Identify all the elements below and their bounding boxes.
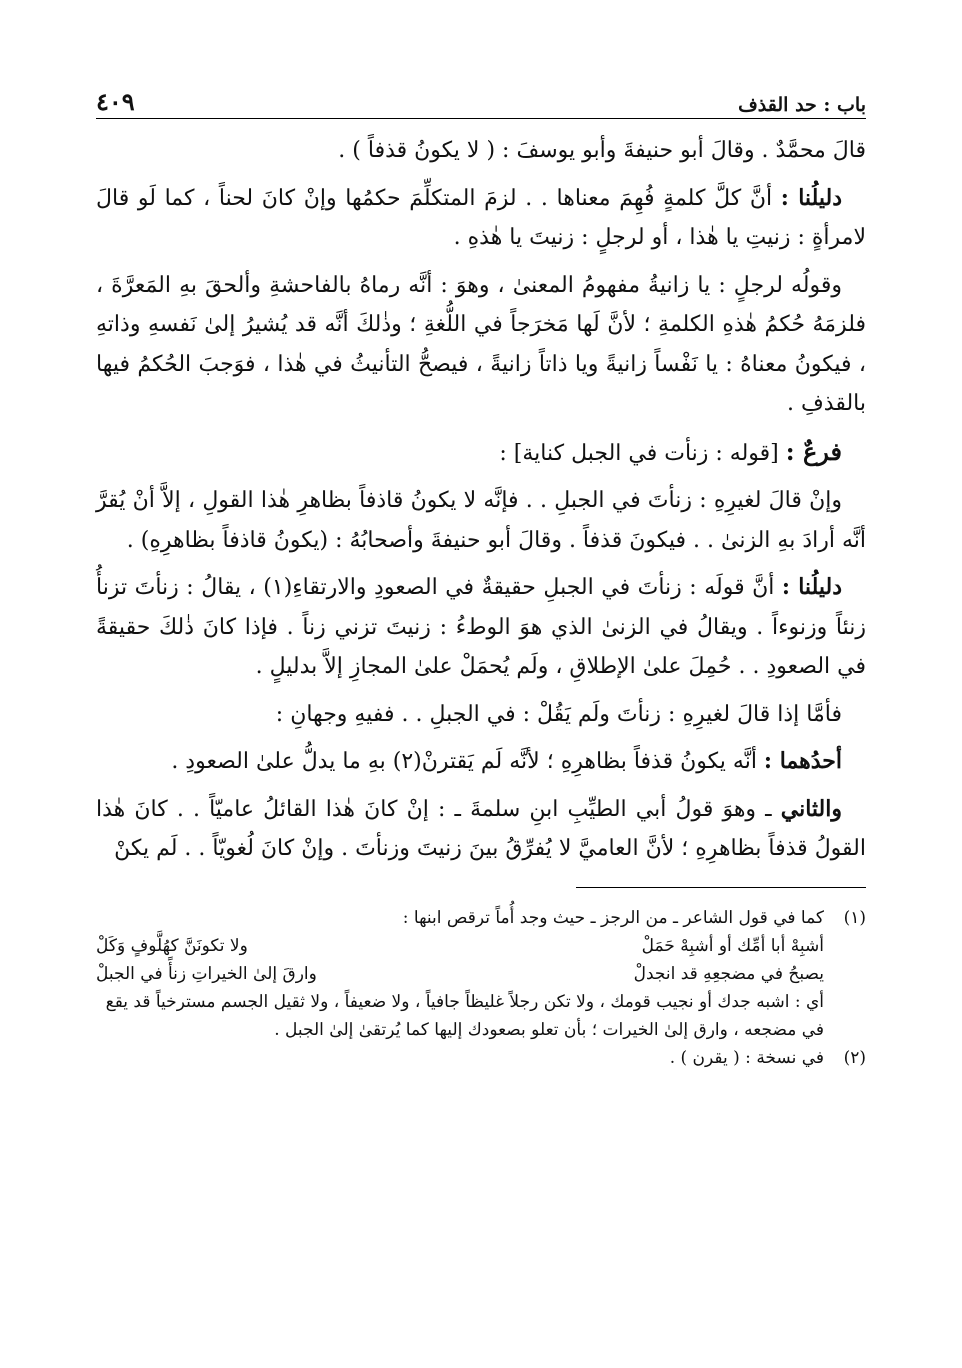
evidence-label: دليلُنا : [780, 184, 842, 211]
main-text [96, 131, 866, 869]
footnote-explanation: أي : اشبه جدك أو نجيب قومك ، ولا تكن رجلاً غليظاً جافياً ، ولا ضعيفاً ، ولا ثقيل الجسم مسترخياً قد يقع في مضجعه ، وارق إلىٰ الخيرات ؛ بأن تعلو بصعودك إليها كما يُرتقىٰ إلىٰ الجبل . [105, 991, 824, 1040]
chapter-title: باب : حد القذف [738, 94, 866, 116]
paragraph: قالَ محمَّدٌ . وقالَ أبو حنيفةَ وأبو يوسفَ : ( لا يكونُ قذفاً ) . [338, 138, 866, 163]
verse-hemistich: أشبِهْ أبا أمِّك أو أشبِهْ حَمَلْ [641, 935, 824, 956]
paragraph: دليلُنا : أنَّ قولَه : زنأتَ في الجبلِ حقيقةٌ في الصعودِ والارتقاءِ(١) ، يقالُ : زنأتَ تزنأُ زنئاً وزنوءاً . ويقالُ في الزنىٰ الذي هوَ الوطءُ : زنيتَ تزني زناً . فإذا كانَ ذٰلكَ حقيقةً في الصعودِ . . حُمِلَ علىٰ الإطلاقِ ، ولَم يُحمَلْ علىٰ المجازِ إلاَّ بدليلٍ . [96, 574, 866, 679]
first-view-label: أحدُهما : [763, 748, 842, 774]
paragraph: فأمَّا إذا قالَ لغيرِهِ : زنأتَ ولَم يَقُلْ : في الجبلِ . . ففيهِ وجهانِ : [275, 701, 842, 727]
verse-hemistich: وارقَ إلىٰ الخيراتِ زنأً في الجبلْ [96, 963, 317, 984]
paragraph: دليلُنا : أنَّ كلَّ كلمةٍ فُهِمَ معناها . . لزمَ المتكلِّمَ حكمُها وإنْ كانَ لحناً ، كما لَو قالَ لامرأةٍ : زنيتِ يا هٰذا ، أو لرجلٍ : زنيتَ يا هٰذهِ . [96, 184, 866, 250]
footnote-1: (١)كما في قول الشاعر ـ من الرجز ـ حيث وجد أُماً ترقص ابنها : [96, 904, 866, 932]
verse-line [96, 960, 866, 988]
footnote-2: (٢)في نسخة : ( يقرن ) . [96, 1044, 866, 1072]
page-number: ٤٠٩ [96, 87, 135, 116]
branch-label: فرعٌ : [785, 436, 842, 466]
paragraph: والثاني ـ وهوَ قولُ أبي الطيِّبِ ابنِ سلمةَ ـ : إنْ كانَ هٰذا القائلُ عاميّاً . . كانَ هٰذا القولُ قذفاً بظاهرِهِ ؛ لأنَّ العاميَّ لا يُفرِّقُ بينَ زنيتَ وزنأتَ . وإنْ كانَ لُغويّاً . . لَم يكنْ [96, 795, 866, 861]
footnote-number: (١) [843, 907, 866, 928]
verse-hemistich: ولا تكونَنَّ كهُلَّوفٍ وَكَلْ [96, 935, 248, 956]
evidence-label: دليلُنا : [781, 574, 842, 600]
verse-line [96, 932, 866, 960]
footnote-number: (٢) [843, 1047, 866, 1068]
page-header [96, 78, 866, 116]
header-rule [96, 118, 866, 119]
paragraph: وإنْ قالَ لغيرِهِ : زنأتَ في الجبلِ . . فإنَّه لا يكونُ قاذفاً بظاهرِ هٰذا القولِ ، إلاَّ أنْ يُقرَّ أنَّه أرادَ بهِ الزنىٰ . . فيكونَ قذفاً . وقالَ أبو حنيفةَ وأصحابُهُ : (يكونُ قاذفاً بظاهرِهِ) . [96, 488, 866, 553]
paragraph: أحدُهما : أنَّه يكونُ قذفاً بظاهرِهِ ؛ لأنَّه لَم يَقترنْ(٢) بهِ ما يدلُّ علىٰ الصعودِ . [171, 748, 842, 774]
verse-hemistich: يصبحُ في مضجعِهِ قد انجدلْ [633, 963, 824, 984]
footnote-rule [576, 887, 866, 888]
second-view-label: والثاني [780, 795, 842, 822]
book-page [96, 78, 866, 1072]
branch-heading: فرعٌ : [قوله : زنأت في الجبل كناية] : [499, 436, 842, 466]
footnotes [96, 904, 866, 1072]
paragraph: وقولُه لرجلٍ : يا زانيةُ مفهومُ المعنىٰ ، وهوَ : أنَّه رماهُ بالفاحشةِ وألحقَ بهِ المَعرَّةَ ، فلزمَهُ حُكمُ هٰذهِ الكلمةِ ؛ لأنَّ لَها مَخرَجاً في اللُّغةِ ؛ وذٰلكَ أنَّه قد يُشيرُ إلىٰ نَفسهِ وذاتهِ ، فيكونُ معناهُ : يا نَفْساً زانيةً ويا ذاتاً زانيةً ، فيصحُّ التأنيثُ في هٰذا ، فوَجبَ الحُكمُ فيها بالقذفِ . [96, 272, 866, 416]
